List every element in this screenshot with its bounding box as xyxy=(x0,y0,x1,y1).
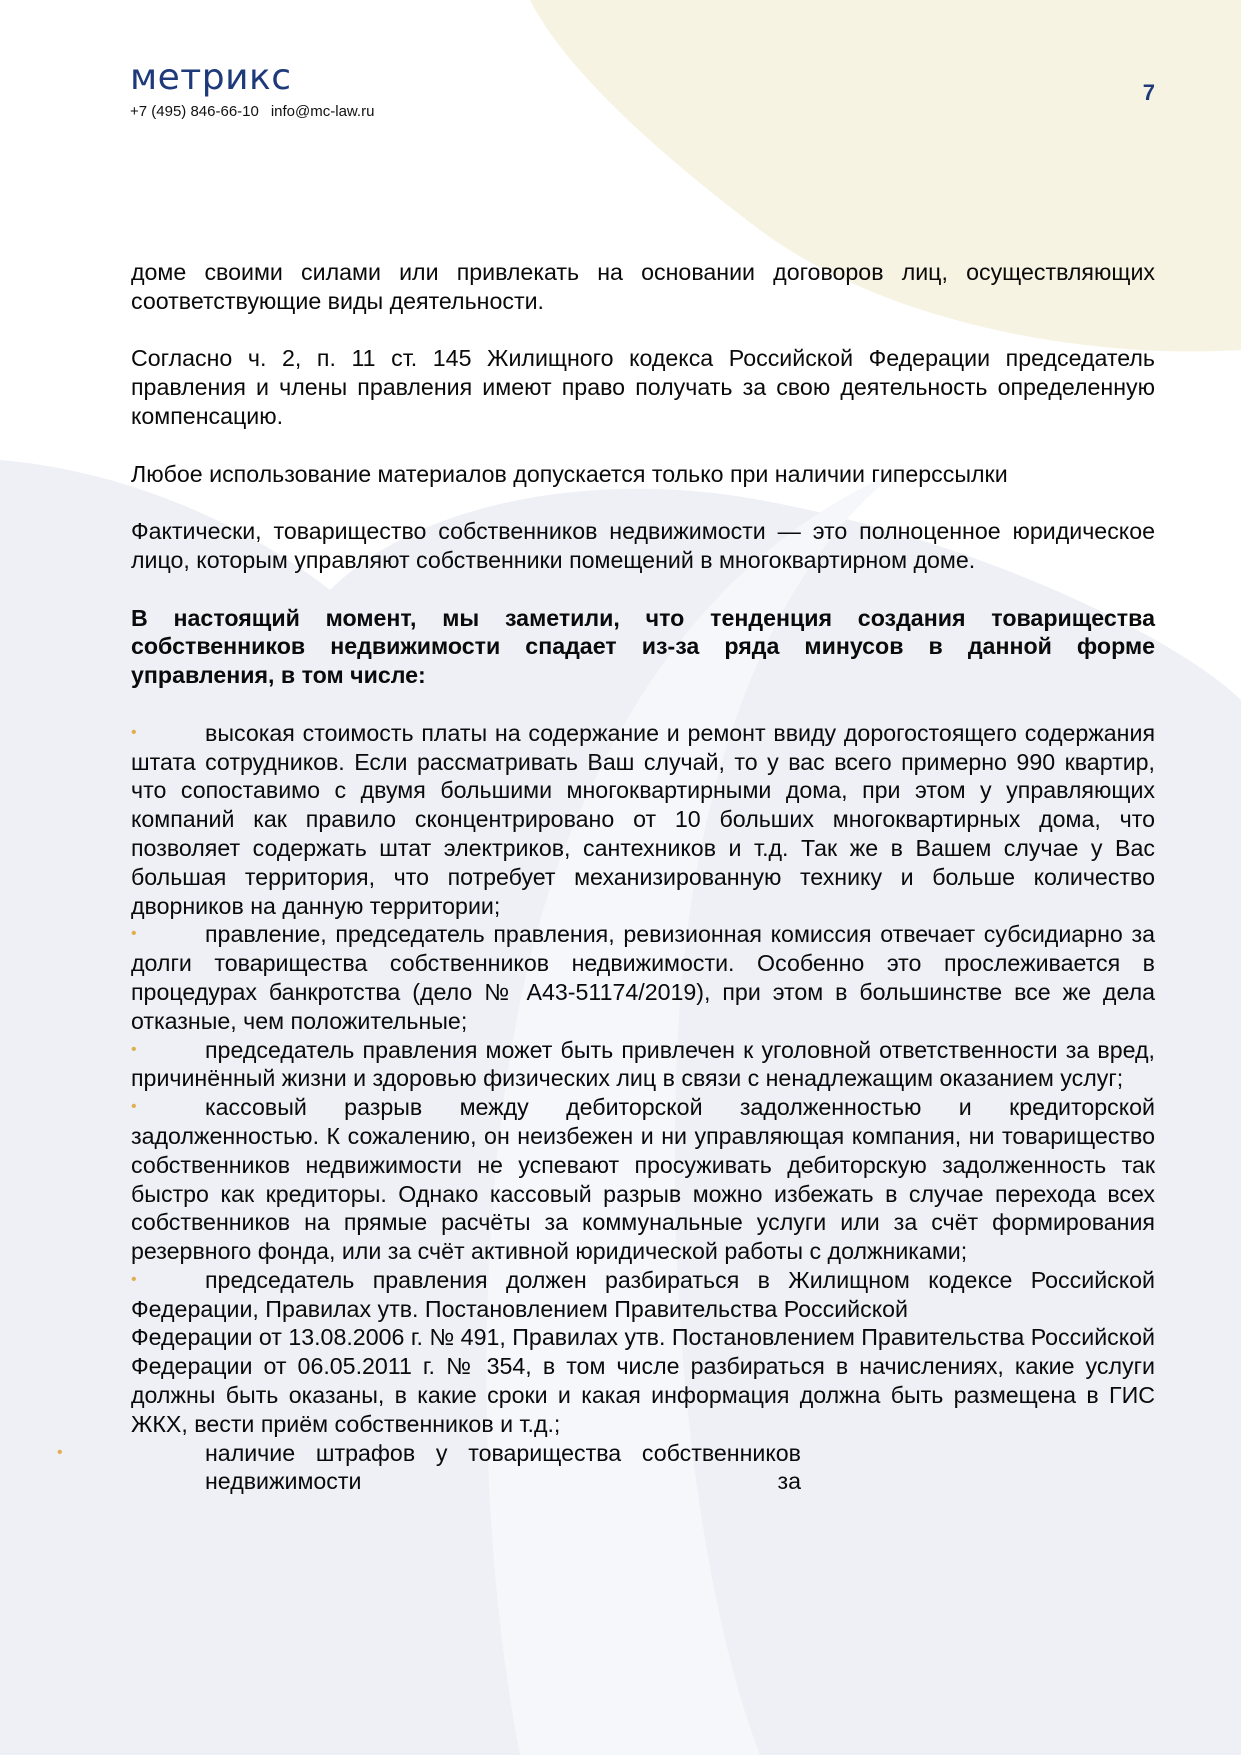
bullet-icon: • xyxy=(131,1270,137,1288)
list-item-text: правление, председатель правления, ревизионная комиссия отвечает субсидиарно за долги товарищества собственников недвижимости. Особенно это прослеживается в процедурах банкротства (дело № А43-51174/2019), при этом в большинстве все же дела отказные, чем положительные; xyxy=(131,921,1155,1034)
paragraph-continuation: доме своими силами или привлекать на основании договоров лиц, осуществляющих соответствующие виды деятельности. xyxy=(131,259,1155,314)
paragraph-tsn-definition: Фактически, товарищество собственников недвижимости — это полноценное юридическое лицо, которым управляют собственники помещений в многоквартирном доме. xyxy=(131,518,1155,573)
paragraph-compensation: Согласно ч. 2, п. 11 ст. 145 Жилищного кодекса Российской Федерации председатель правления и члены правления имеют право получать за свою деятельность определенную компенсацию. xyxy=(131,345,1155,429)
bullet-icon: • xyxy=(131,723,137,741)
list-item-text: высокая стоимость платы на содержание и ремонт ввиду дорогостоящего содержания штата сотрудников. Если рассматривать Ваш случай, то у вас всего примерно 990 квартир, что сопоставимо с двумя большими многоквартирными дома, при этом у управляющих компаний как правило сконцентрировано от 10 больших многоквартирных дома, что позволяет содержать штат электриков, сантехников и т.д. Так же в Вашем случае у Вас большая территория, что потребует механизированную технику и больше количество дворников на данную территории; xyxy=(131,719,1155,919)
contact-line xyxy=(130,103,374,120)
email-address: info@mc-law.ru xyxy=(270,103,375,120)
list-item xyxy=(131,920,1155,1035)
bullet-icon: • xyxy=(131,1098,137,1116)
bold-intro-paragraph: В настоящий момент, мы заметили, что тенденция создания товарищества собственников недвижимости спадает из-за ряда минусов в данной форме управления, в том числе: xyxy=(131,604,1155,689)
list-item xyxy=(57,1439,801,1497)
list-item-text: председатель правления должен разбираться в Жилищном кодексе Российской Федерации, Правилах утв. Постановлением Правительства Российской xyxy=(131,1266,1155,1322)
metrix-logo: метрикс xyxy=(130,57,292,98)
page-header xyxy=(130,57,375,120)
phone-number: +7 (495) 846-66-10 xyxy=(130,103,259,120)
drawbacks-list xyxy=(131,719,1155,1324)
drawbacks-list-end xyxy=(57,1439,1155,1497)
paragraph-hyperlink-notice: Любое использование материалов допускается только при наличии гиперссылки xyxy=(131,460,1008,487)
bullet-icon: • xyxy=(131,1040,137,1058)
list-item-text: кассовый разрыв между дебиторской задолженностью и кредиторской задолженностью. К сожалению, он неизбежен и ни управляющая компания, ни товарищество собственников недвижимости не успевают просуживать дебиторскую задолженность так быстро как кредиторы. Однако кассовый разрыв можно избежать в случае перехода всех собственников на прямые расчёты за коммунальные услуги или за счёт формирования резервного фонда, или за счёт активной юридической работы с должниками; xyxy=(131,1094,1155,1265)
list-item xyxy=(131,1036,1155,1094)
list-item-continuation: Федерации от 13.08.2006 г. № 491, Правилах утв. Постановлением Правительства Российской Федерации от 06.05.2011 г. № 354, в том числе разбираться в начислениях, какие услуги должны быть оказаны, в какие сроки и какая информация должна быть размещена в ГИС ЖКХ, вести приём собственников и т.д.; xyxy=(131,1324,1155,1437)
list-item-text: наличие штрафов у товарищества собственников недвижимости за xyxy=(205,1439,801,1495)
page-number: 7 xyxy=(1142,80,1155,105)
document-body xyxy=(57,258,1155,1496)
bullet-icon: • xyxy=(131,925,137,943)
list-item xyxy=(131,1093,1155,1266)
list-item xyxy=(131,719,1155,921)
bullet-icon: • xyxy=(57,1443,63,1461)
list-item xyxy=(131,1266,1155,1324)
list-item-text: председатель правления может быть привлечен к уголовной ответственности за вред, причинённый жизни и здоровью физических лиц в связи с ненадлежащим оказанием услуг; xyxy=(131,1036,1155,1092)
